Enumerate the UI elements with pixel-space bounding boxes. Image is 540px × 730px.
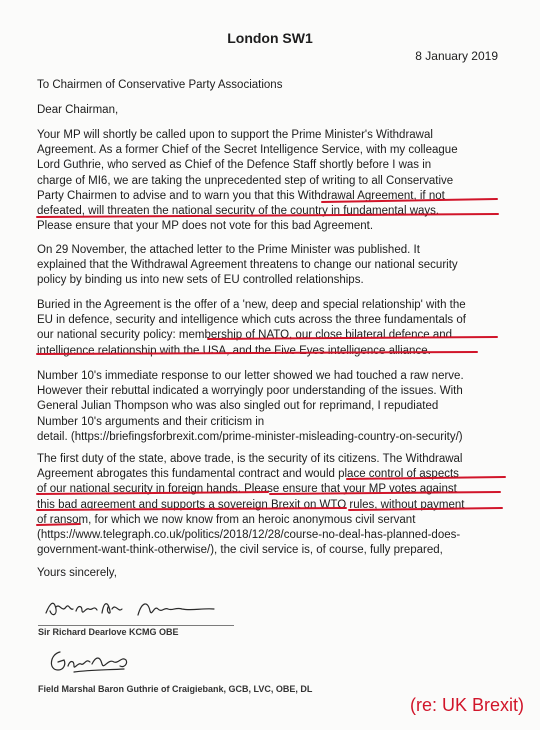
signatory-2-name: Field Marshal Baron Guthrie of Craigiebank, GCB, LVC, OBE, DL xyxy=(38,684,313,694)
signature-dearlove xyxy=(42,593,222,623)
text-line: Number 10's arguments and their criticism in xyxy=(37,415,265,428)
text-line: Lord Guthrie, who served as Chief of the Defence Staff shortly before I was in xyxy=(37,159,432,172)
text-line: charge of MI6, we are taking the unprecedented step of writing to all Conservative xyxy=(37,174,454,187)
text-line-underlined: intelligence relationship with the USA, and the Five Eyes intelligence alliance. xyxy=(37,344,431,357)
text-line-underlined: of our national security in foreign hands. Please ensure that your MP votes against xyxy=(37,483,457,496)
text-line: However their rebuttal indicated a worryingly poor understanding of the issues. With xyxy=(37,385,463,398)
recipient-line: To Chairmen of Conservative Party Associations xyxy=(37,79,283,91)
letter-date: 8 January 2019 xyxy=(415,49,498,63)
letter-heading: London SW1 xyxy=(227,30,313,46)
signature-guthrie xyxy=(44,646,144,678)
text-line-underlined: our national security policy: membership of NATO, our close bilateral defence and xyxy=(37,329,453,342)
text-line-underlined: this bad agreement and supports a sovereign Brexit on WTO rules, without payment xyxy=(37,498,465,511)
closing: Yours sincerely, xyxy=(37,567,117,579)
url-line: detail. (https://briefingsforbrexit.com/prime-minister-misleading-country-on-security/) xyxy=(37,430,463,443)
text-line-underlined: defeated, will threaten the national security of the country in fundamental ways. xyxy=(37,205,440,218)
paragraph-4 xyxy=(37,369,515,445)
text-line: On 29 November, the attached letter to the Prime Minister was published. It xyxy=(37,244,420,256)
text-line: Your MP will shortly be called upon to support the Prime Minister's Withdrawal xyxy=(37,129,433,141)
salutation: Dear Chairman, xyxy=(37,104,119,116)
url-line: (https://www.telegraph.co.uk/politics/2018/12/28/course-no-deal-has-planned-does- xyxy=(37,529,461,542)
signatory-1-name: Sir Richard Dearlove KCMG OBE xyxy=(38,627,179,637)
paragraph-1 xyxy=(37,128,515,234)
text-line-underlined: of ransom, for which we now know from an heroic anonymous civil servant xyxy=(37,513,416,526)
annotation-label: (re: UK Brexit) xyxy=(409,695,524,715)
url-line: government-want-think-otherwise/), the civil service is, of course, fully prepared, xyxy=(37,544,443,557)
text-line: EU in defence, security and intelligence which cuts across the three fundamentals of xyxy=(37,314,466,327)
text-line: Number 10's immediate response to our letter showed we had touched a raw nerve. xyxy=(37,370,464,382)
text-line-underlined: Party Chairmen to advise and to warn you that this Withdrawal Agreement, if not xyxy=(37,189,445,202)
text-line: Buried in the Agreement is the offer of a 'new, deep and special relationship' with the xyxy=(37,299,466,311)
text-line: explained that the Withdrawal Agreement threatens to change our national security xyxy=(37,259,458,272)
text-line: The first duty of the state, above trade, is the security of its citizens. The Withdrawal xyxy=(37,453,463,465)
text-line: Agreement. As a former Chief of the Secret Intelligence Service, with my colleague xyxy=(37,144,458,157)
text-line: policy by binding us into new sets of EU controlled relationships. xyxy=(37,274,364,287)
paragraph-3 xyxy=(37,298,515,359)
paragraph-5 xyxy=(37,452,515,558)
text-line: General Julian Thompson who was also singled out for reprimand, I repudiated xyxy=(37,400,439,413)
text-line-underlined: Agreement abrogates this fundamental contract and would place control of aspects xyxy=(37,468,459,481)
signature-rule xyxy=(38,625,234,626)
paragraph-2 xyxy=(37,243,515,289)
text-line: Please ensure that your MP does not vote for this bad Agreement. xyxy=(37,220,374,233)
